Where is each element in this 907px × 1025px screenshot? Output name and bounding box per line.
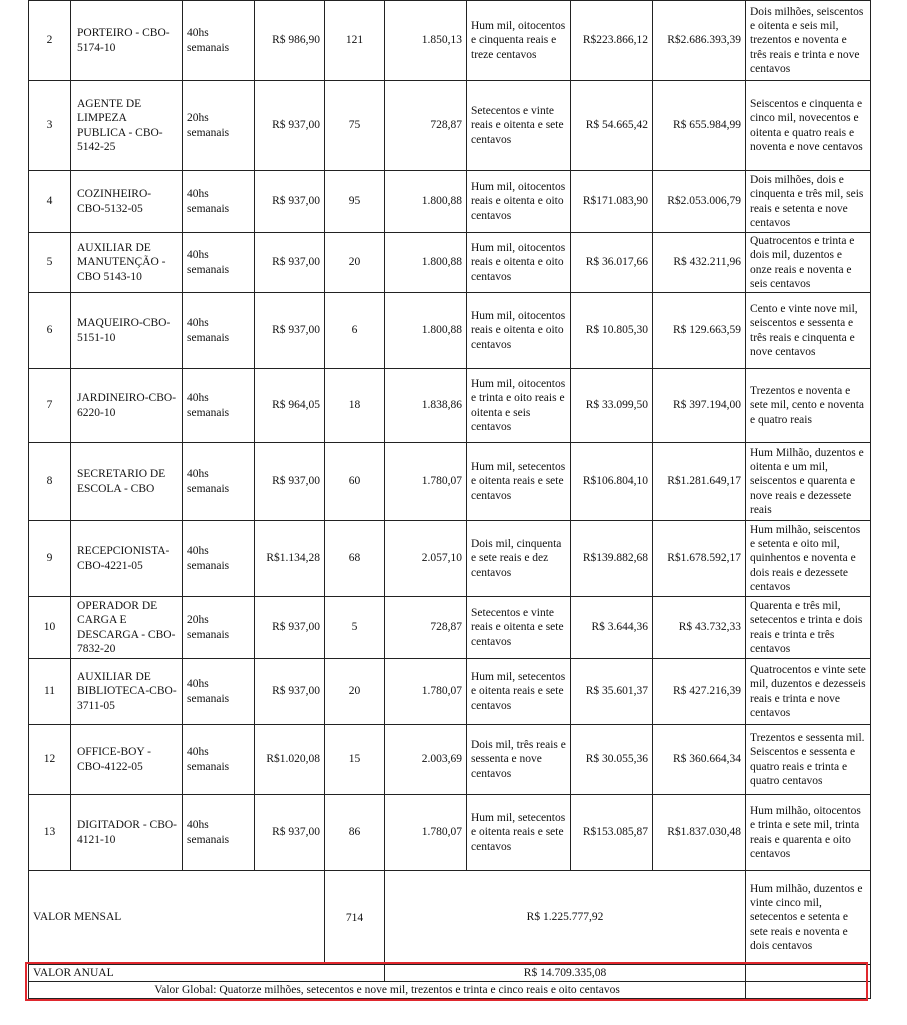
monthly-value: R$ 36.017,66 (571, 233, 653, 293)
monthly-total-value: R$ 1.225.777,92 (385, 871, 746, 965)
monthly-value: R$ 10.805,30 (571, 293, 653, 369)
row-number: 6 (29, 293, 71, 369)
unit-value-extenso: Hum mil, oitocentos reais e oitenta e oito centavos (467, 171, 571, 233)
quantity: 121 (325, 1, 385, 81)
job-title: DIGITADOR - CBO-4121-10 (71, 795, 183, 871)
unit-value: 1.800,88 (385, 293, 467, 369)
unit-value-extenso: Setecentos e vinte reais e oitenta e sete centavos (467, 81, 571, 171)
work-hours: 20hs semanais (183, 81, 255, 171)
job-title: OFFICE-BOY - CBO-4122-05 (71, 725, 183, 795)
row-number: 9 (29, 521, 71, 597)
annual-value: R$1.837.030,48 (653, 795, 746, 871)
annual-value-extenso: Trezentos e noventa e sete mil, cento e noventa e quatro reais (746, 369, 871, 443)
annual-value: R$ 129.663,59 (653, 293, 746, 369)
annual-value-extenso: Quarenta e três mil, setecentos e trinta e dois reais e trinta e três centavos (746, 597, 871, 659)
monthly-total-qty: 714 (325, 871, 385, 965)
monthly-value: R$106.804,10 (571, 443, 653, 521)
annual-total-label: VALOR ANUAL (29, 965, 385, 982)
unit-value: 1.800,88 (385, 171, 467, 233)
annual-value-extenso: Seiscentos e cinquenta e cinco mil, novecentos e oitenta e quatro reais e noventa e nove centavos (746, 81, 871, 171)
unit-value-extenso: Hum mil, oitocentos e cinquenta reais e treze centavos (467, 1, 571, 81)
monthly-value: R$ 30.055,36 (571, 725, 653, 795)
table-row (29, 659, 871, 725)
row-number: 3 (29, 81, 71, 171)
work-hours: 40hs semanais (183, 795, 255, 871)
annual-value: R$ 427.216,39 (653, 659, 746, 725)
work-hours: 20hs semanais (183, 597, 255, 659)
unit-value-extenso: Hum mil, oitocentos reais e oitenta e oito centavos (467, 293, 571, 369)
annual-value-extenso: Dois milhões, dois e cinquenta e três mil, seis reais e setenta e nove centavos (746, 171, 871, 233)
annual-value: R$ 360.664,34 (653, 725, 746, 795)
unit-value: 728,87 (385, 81, 467, 171)
job-title: MAQUEIRO-CBO-5151-10 (71, 293, 183, 369)
work-hours: 40hs semanais (183, 293, 255, 369)
table-body (29, 1, 871, 871)
monthly-value: R$ 35.601,37 (571, 659, 653, 725)
base-salary: R$ 937,00 (255, 795, 325, 871)
unit-value: 1.780,07 (385, 443, 467, 521)
unit-value-extenso: Setecentos e vinte reais e oitenta e sete centavos (467, 597, 571, 659)
table-row (29, 725, 871, 795)
quantity: 18 (325, 369, 385, 443)
unit-value: 1.838,86 (385, 369, 467, 443)
base-salary: R$ 937,00 (255, 233, 325, 293)
unit-value-extenso: Dois mil, cinquenta e sete reais e dez centavos (467, 521, 571, 597)
totals-body (29, 871, 871, 999)
table-row (29, 369, 871, 443)
unit-value-extenso: Hum mil, oitocentos e trinta e oito reais e oitenta e seis centavos (467, 369, 571, 443)
base-salary: R$ 986,90 (255, 1, 325, 81)
work-hours: 40hs semanais (183, 233, 255, 293)
monthly-value: R$171.083,90 (571, 171, 653, 233)
unit-value: 1.800,88 (385, 233, 467, 293)
row-number: 10 (29, 597, 71, 659)
quantity: 6 (325, 293, 385, 369)
table-row (29, 171, 871, 233)
base-salary: R$ 937,00 (255, 171, 325, 233)
price-table (28, 0, 871, 999)
annual-value: R$ 655.984,99 (653, 81, 746, 171)
unit-value: 1.780,07 (385, 795, 467, 871)
job-title: AUXILIAR DE BIBLIOTECA-CBO-3711-05 (71, 659, 183, 725)
quantity: 75 (325, 81, 385, 171)
base-salary: R$1.134,28 (255, 521, 325, 597)
row-number: 11 (29, 659, 71, 725)
row-number: 13 (29, 795, 71, 871)
monthly-value: R$153.085,87 (571, 795, 653, 871)
annual-value-extenso: Trezentos e sessenta mil. Seiscentos e sessenta e quatro reais e trinta e quatro centavos (746, 725, 871, 795)
monthly-value: R$ 54.665,42 (571, 81, 653, 171)
quantity: 86 (325, 795, 385, 871)
table-row (29, 795, 871, 871)
table-row (29, 521, 871, 597)
monthly-total-label: VALOR MENSAL (29, 871, 325, 965)
monthly-total-extenso: Hum milhão, duzentos e vinte cinco mil, setecentos e setenta e sete reais e noventa e dois centavos (746, 871, 871, 965)
job-title: RECEPCIONISTA-CBO-4221-05 (71, 521, 183, 597)
annual-total-row (29, 965, 871, 982)
global-value-blank (746, 982, 871, 999)
work-hours: 40hs semanais (183, 1, 255, 81)
unit-value: 2.003,69 (385, 725, 467, 795)
job-title: AGENTE DE LIMPEZA PUBLICA - CBO-5142-25 (71, 81, 183, 171)
table-row (29, 443, 871, 521)
base-salary: R$ 964,05 (255, 369, 325, 443)
annual-value-extenso: Hum Milhão, duzentos e oitenta e um mil, seiscentos e quarenta e nove reais e dezessete reais (746, 443, 871, 521)
work-hours: 40hs semanais (183, 369, 255, 443)
unit-value-extenso: Hum mil, setecentos e oitenta reais e sete centavos (467, 659, 571, 725)
global-value-text: Valor Global: Quatorze milhões, setecentos e nove mil, trezentos e trinta e cinco reais e oito centavos (29, 982, 746, 999)
row-number: 8 (29, 443, 71, 521)
job-title: PORTEIRO - CBO-5174-10 (71, 1, 183, 81)
job-title: OPERADOR DE CARGA E DESCARGA - CBO-7832-20 (71, 597, 183, 659)
table-row (29, 1, 871, 81)
work-hours: 40hs semanais (183, 725, 255, 795)
monthly-value: R$ 3.644,36 (571, 597, 653, 659)
job-title: COZINHEIRO-CBO-5132-05 (71, 171, 183, 233)
table-row (29, 81, 871, 171)
row-number: 12 (29, 725, 71, 795)
annual-value-extenso: Cento e vinte nove mil, seiscentos e sessenta e três reais e cinquenta e nove centavos (746, 293, 871, 369)
base-salary: R$ 937,00 (255, 443, 325, 521)
row-number: 4 (29, 171, 71, 233)
annual-value-extenso: Quatrocentos e vinte sete mil, duzentos e dezesseis reais e trinta e nove centavos (746, 659, 871, 725)
annual-value-extenso: Hum milhão, seiscentos e setenta e oito mil, quinhentos e noventa e dois reais e dezessete centavos (746, 521, 871, 597)
job-title: AUXILIAR DE MANUTENÇÃO - CBO 5143-10 (71, 233, 183, 293)
unit-value-extenso: Hum mil, setecentos e oitenta reais e sete centavos (467, 795, 571, 871)
annual-value-extenso: Quatrocentos e trinta e dois mil, duzentos e onze reais e noventa e seis centavos (746, 233, 871, 293)
base-salary: R$ 937,00 (255, 659, 325, 725)
quantity: 68 (325, 521, 385, 597)
price-table-sheet (28, 0, 870, 999)
unit-value: 728,87 (385, 597, 467, 659)
annual-total-blank (746, 965, 871, 982)
annual-value: R$1.281.649,17 (653, 443, 746, 521)
quantity: 60 (325, 443, 385, 521)
row-number: 2 (29, 1, 71, 81)
job-title: JARDINEIRO-CBO-6220-10 (71, 369, 183, 443)
annual-value: R$2.686.393,39 (653, 1, 746, 81)
table-row (29, 233, 871, 293)
work-hours: 40hs semanais (183, 171, 255, 233)
annual-value: R$ 432.211,96 (653, 233, 746, 293)
annual-value: R$ 43.732,33 (653, 597, 746, 659)
unit-value-extenso: Hum mil, oitocentos reais e oitenta e oito centavos (467, 233, 571, 293)
monthly-value: R$223.866,12 (571, 1, 653, 81)
quantity: 20 (325, 659, 385, 725)
unit-value: 1.780,07 (385, 659, 467, 725)
base-salary: R$ 937,00 (255, 81, 325, 171)
unit-value: 2.057,10 (385, 521, 467, 597)
annual-value: R$1.678.592,17 (653, 521, 746, 597)
quantity: 5 (325, 597, 385, 659)
quantity: 95 (325, 171, 385, 233)
job-title: SECRETARIO DE ESCOLA - CBO (71, 443, 183, 521)
base-salary: R$ 937,00 (255, 597, 325, 659)
unit-value-extenso: Hum mil, setecentos e oitenta reais e sete centavos (467, 443, 571, 521)
base-salary: R$ 937,00 (255, 293, 325, 369)
row-number: 7 (29, 369, 71, 443)
row-number: 5 (29, 233, 71, 293)
unit-value-extenso: Dois mil, três reais e sessenta e nove centavos (467, 725, 571, 795)
base-salary: R$1.020,08 (255, 725, 325, 795)
monthly-value: R$ 33.099,50 (571, 369, 653, 443)
work-hours: 40hs semanais (183, 443, 255, 521)
monthly-total-row (29, 871, 871, 965)
table-row (29, 293, 871, 369)
annual-total-value: R$ 14.709.335,08 (385, 965, 746, 982)
global-value-row (29, 982, 871, 999)
work-hours: 40hs semanais (183, 521, 255, 597)
quantity: 20 (325, 233, 385, 293)
unit-value: 1.850,13 (385, 1, 467, 81)
annual-value: R$2.053.006,79 (653, 171, 746, 233)
quantity: 15 (325, 725, 385, 795)
monthly-value: R$139.882,68 (571, 521, 653, 597)
annual-value: R$ 397.194,00 (653, 369, 746, 443)
table-row (29, 597, 871, 659)
annual-value-extenso: Dois milhões, seiscentos e oitenta e seis mil, trezentos e noventa e três reais e trinta e nove centavos (746, 1, 871, 81)
annual-value-extenso: Hum milhão, oitocentos e trinta e sete mil, trinta reais e quarenta e oito centavos (746, 795, 871, 871)
work-hours: 40hs semanais (183, 659, 255, 725)
